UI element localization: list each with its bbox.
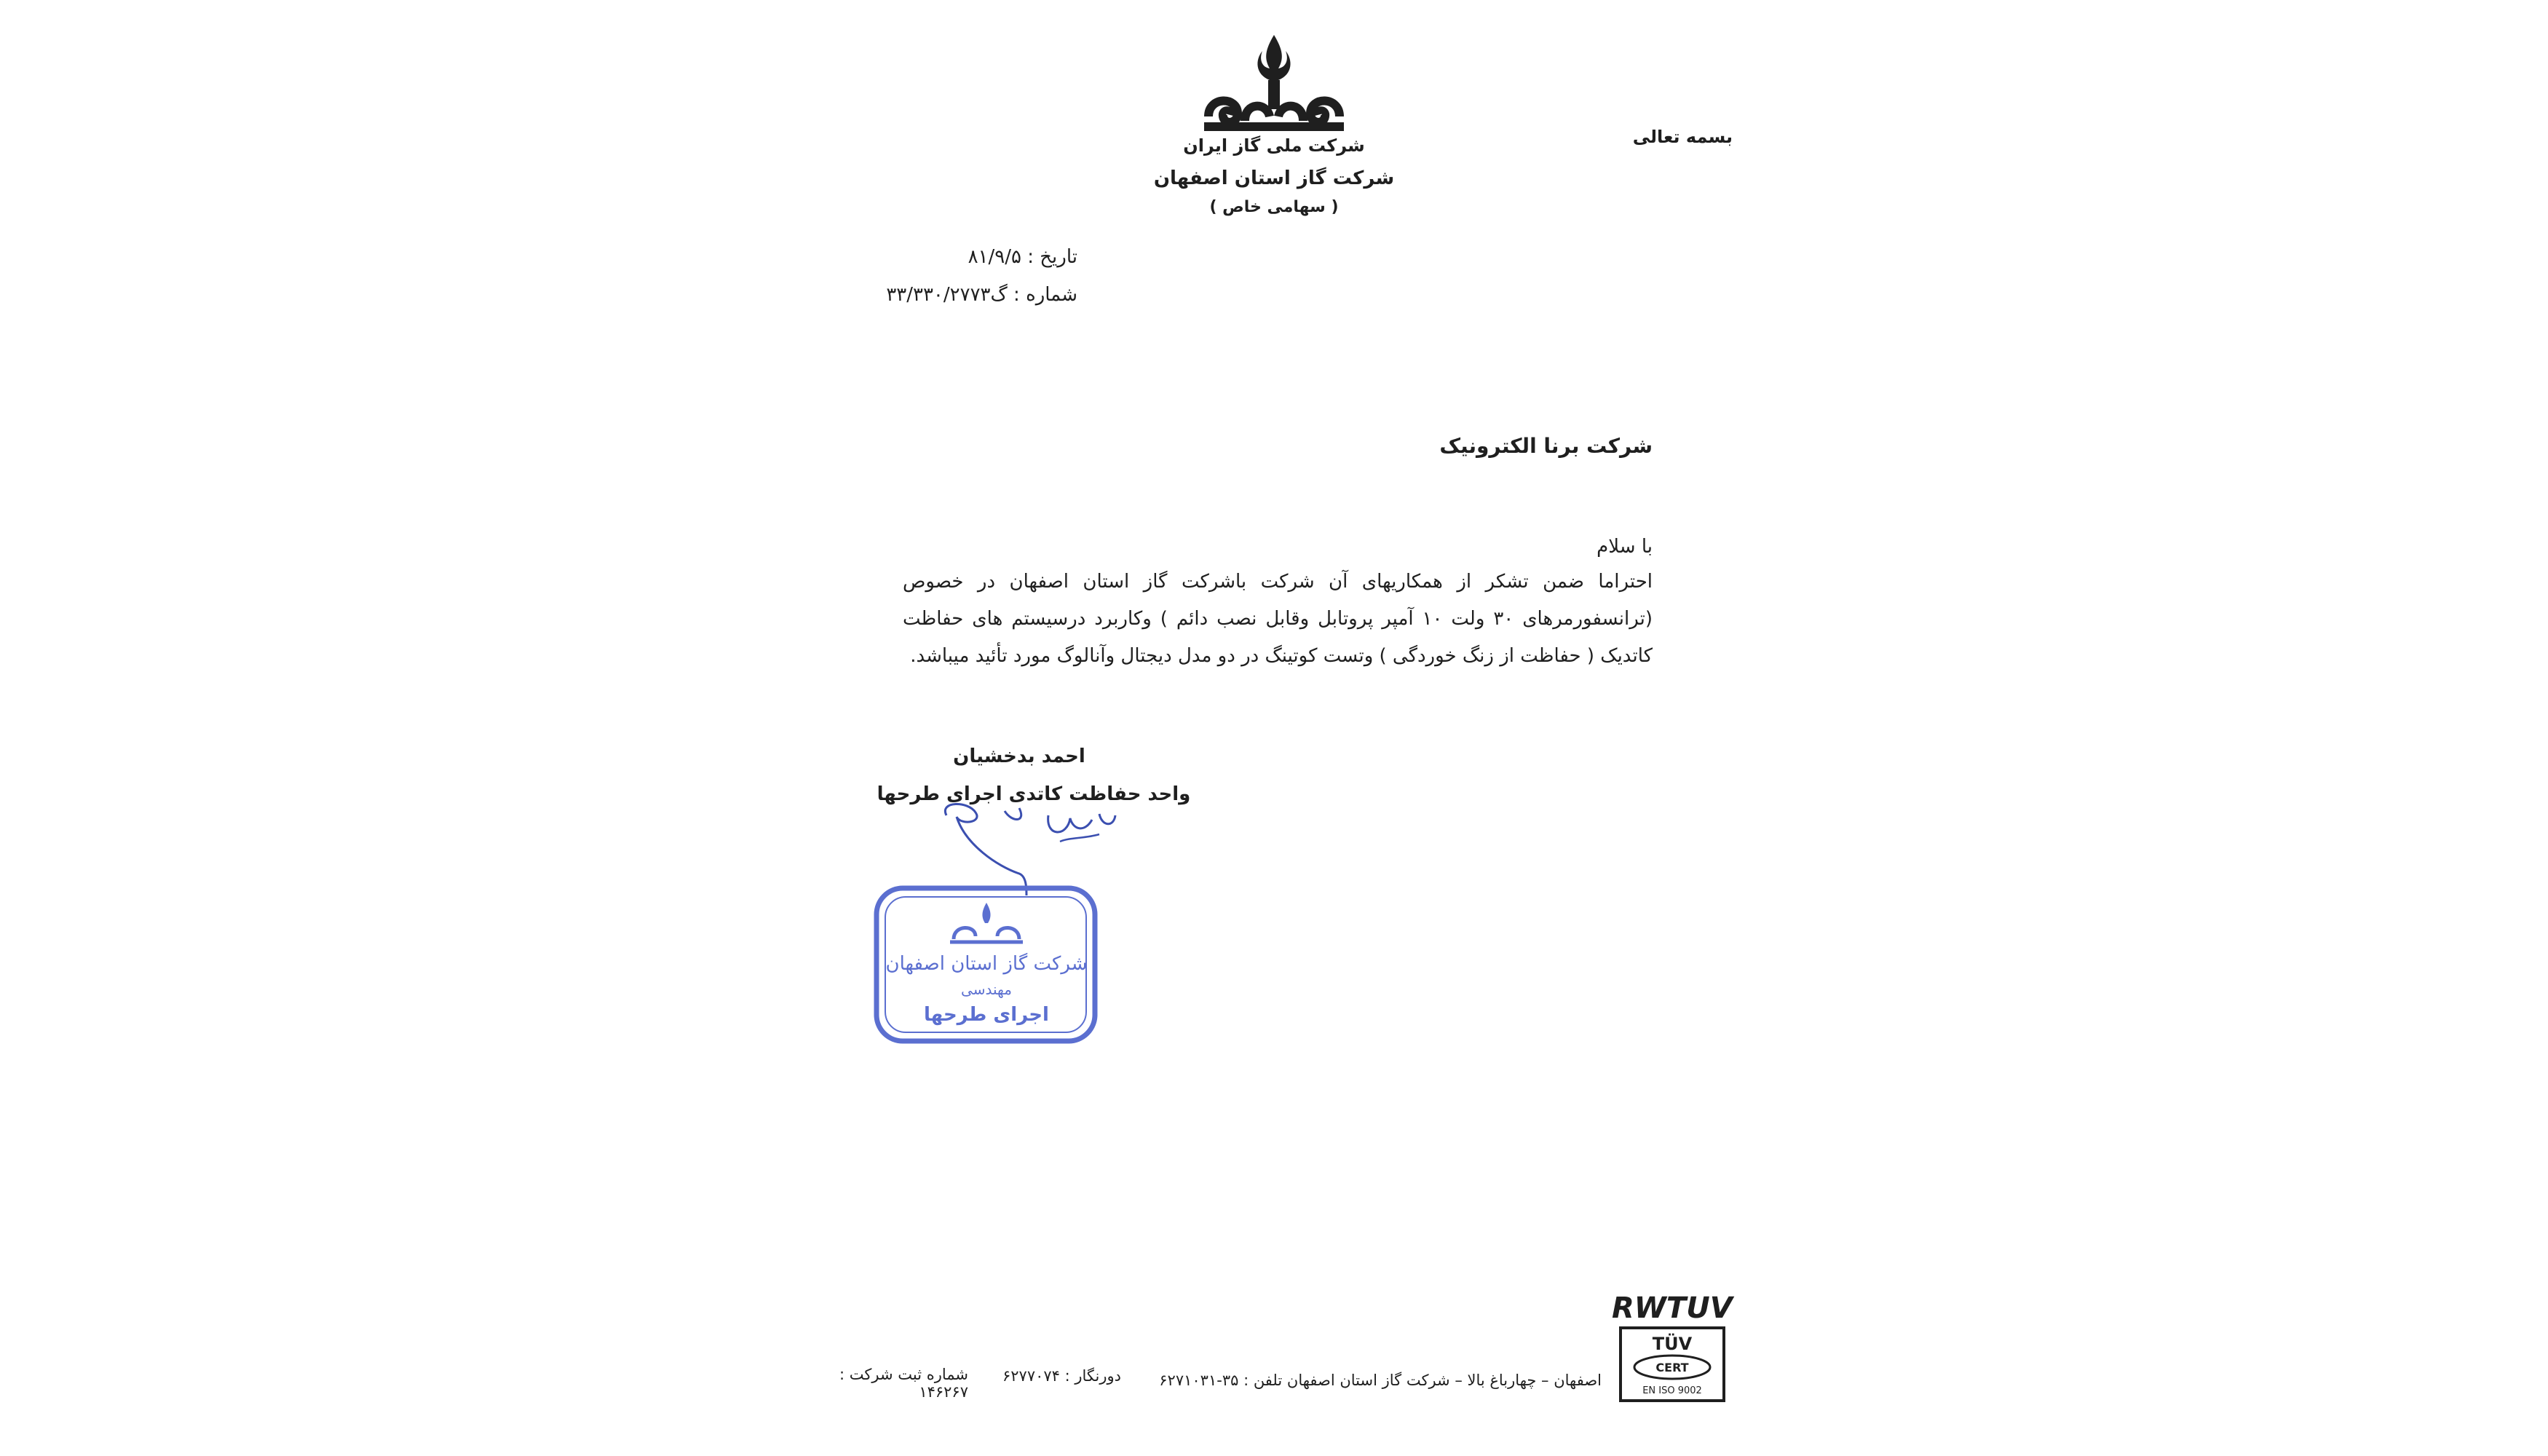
tuv-cert-icon: [1618, 1325, 1727, 1405]
letter-date: تاریخ : ۸۱/۹/۵: [968, 246, 1077, 268]
org-name-provincial: شرکت گاز استان اصفهان: [1153, 167, 1395, 189]
signer-name: احمد بدخشیان: [953, 745, 1085, 767]
rwtuv-text: RWTUV: [1612, 1291, 1733, 1325]
footer-fax: دورنگار : ۶۲۷۷۰۷۴: [1002, 1367, 1121, 1385]
tuv-cert-text: CERT: [1655, 1361, 1689, 1374]
basmala-heading: بسمه تعالی: [1632, 127, 1733, 147]
signer-unit: واحد حفاظت کاتدی اجرای طرحها: [877, 783, 1191, 805]
stamp-text-1: شرکت گاز استان اصفهان: [885, 953, 1088, 975]
company-seal: [866, 874, 1107, 1048]
tuv-text: TÜV: [1652, 1334, 1693, 1354]
letter-body: احتراما ضمن تشکر از همکاریهای آن شرکت باشرکت گاز استان اصفهان در خصوص (ترانسفورمرهای ۳۰ ولت ۱۰ آمپر پروتابل وقابل نصب دائم ) وکاربرد درسیستم های حفاظت کاتدیک ( حفاظت از زنگ خوردگی ) وتست کوتینگ در دو مدل دیجتال وآنالوگ مورد تأئید میباشد.: [903, 571, 1653, 667]
letter-number: شماره : گ۳۳/۳۳۰/۲۷۷۳: [886, 284, 1077, 306]
stamp-text-2: مهندسی: [961, 981, 1012, 998]
org-name-national: شرکت ملی گاز ایران: [1183, 135, 1365, 156]
gas-company-logo-icon: [1194, 29, 1354, 146]
stamp-text-3: اجرای طرحها: [924, 1004, 1049, 1026]
recipient-name: شرکت برنا الکترونیک: [1439, 434, 1653, 458]
rwtuv-logo-icon: [1609, 1289, 1740, 1325]
org-type: ( سهامی خاص ): [1209, 198, 1339, 216]
footer-registration: شماره ثبت شرکت : ۱۴۶۲۶۷: [839, 1366, 968, 1401]
greeting: با سلام: [1597, 536, 1653, 558]
footer-address-phone: اصفهان – چهارباغ بالا – شرکت گاز استان اصفهان تلفن : ۳۵-۶۲۷۱۰۳۱: [1159, 1372, 1602, 1389]
tuv-iso-text: EN ISO 9002: [1642, 1385, 1702, 1396]
